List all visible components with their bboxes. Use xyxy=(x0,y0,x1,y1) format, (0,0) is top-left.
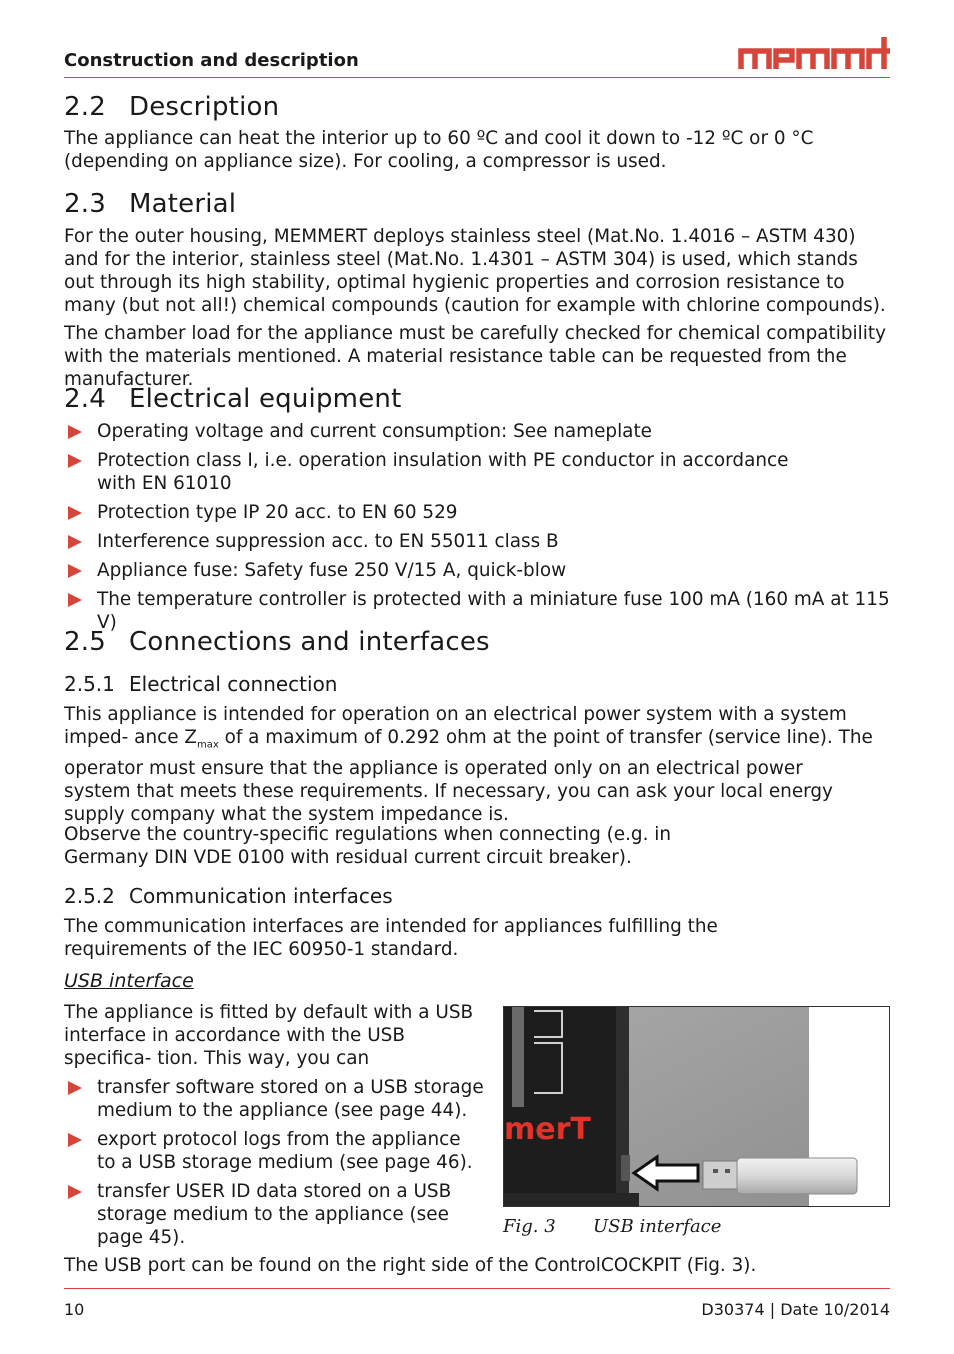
section-heading-connections: 2.5 Connections and interfaces xyxy=(64,627,490,657)
material-paragraph-2: The chamber load for the appliance must be carefully checked for chemical compatibility with the materials mentioned. A material resistance table can be requested from the manufacturer. xyxy=(64,323,886,390)
usb-interface-title: USB interface xyxy=(64,970,194,992)
bullet-arrow-icon xyxy=(68,454,82,468)
list-item: export protocol logs from the appliance to a USB storage medium (see page 46). xyxy=(64,1128,484,1174)
electrical-connection-paragraph-1: This appliance is intended for operation on an electrical power system with a system imped- ance $Z_{max}$ of a maximum of 0.292 ohm at the point of transfer (service line). The operator must ensure that the appliance is operated only on an electrical power system that meets these requirements. If necessary, you can ask your local energy supply company what the system impedance is. xyxy=(64,704,873,825)
section-heading-description: 2.2 Description xyxy=(64,92,280,122)
usb-port-location-paragraph: The USB port can be found on the right side of the ControlCOCKPIT (Fig. 3). xyxy=(64,1255,757,1276)
material-paragraph-1: For the outer housing, MEMMERT deploys stainless steel (Mat.No. 1.4016 – ASTM 430) and for the interior, stainless steel (Mat.No. 1.4301 – ASTM 304) is used, which stands out through its high stability, optimal hygienic properties and corrosion resistance to many (but not all!) chemical compounds (caution for example with chlorine compounds). xyxy=(64,226,886,316)
list-item: Protection type IP 20 acc. to EN 60 529 xyxy=(64,501,890,524)
bullet-arrow-icon xyxy=(68,425,82,439)
subsection-heading-communication-interfaces: 2.5.2 Communication interfaces xyxy=(64,884,393,908)
bullet-arrow-icon xyxy=(68,1133,82,1147)
subsection-heading-electrical-connection: 2.5.1 Electrical connection xyxy=(64,672,338,696)
electrical-equipment-list xyxy=(64,420,890,640)
list-item: Interference suppression acc. to EN 55011 class B xyxy=(64,530,890,553)
document-reference: D30374 | Date 10/2014 xyxy=(701,1300,890,1319)
bullet-arrow-icon xyxy=(68,506,82,520)
communication-interfaces-paragraph: The communication interfaces are intended for appliances fulfilling the requirements of the IEC 60950-1 standard. xyxy=(64,916,718,960)
usb-capabilities-list xyxy=(64,1076,484,1255)
list-item: Protection class I, i.e. operation insulation with PE conductor in accordance with EN 61010 xyxy=(64,449,890,495)
bullet-arrow-icon xyxy=(68,1081,82,1095)
panel-brand-text: merT xyxy=(504,1112,591,1147)
bullet-arrow-icon xyxy=(68,535,82,549)
usb-interface-photo xyxy=(503,1006,890,1207)
usb-paragraph: The appliance is fitted by default with a USB interface in accordance with the USB specifica- tion. This way, you can xyxy=(64,1002,474,1069)
bullet-arrow-icon xyxy=(68,593,82,607)
section-heading-electrical-equipment: 2.4 Electrical equipment xyxy=(64,384,402,414)
list-item: Operating voltage and current consumption: See nameplate xyxy=(64,420,890,443)
list-item: transfer software stored on a USB storage medium to the appliance (see page 44). xyxy=(64,1076,484,1122)
memmert-logo xyxy=(738,34,890,76)
running-header: Construction and description xyxy=(64,50,359,71)
list-item: The temperature controller is protected with a miniature fuse 100 mA (160 mA at 115 V) xyxy=(64,588,890,634)
electrical-connection-paragraph-2: Observe the country-specific regulations when connecting (e.g. in Germany DIN VDE 0100 with residual current circuit breaker). xyxy=(64,824,672,868)
footer-rule xyxy=(64,1288,890,1289)
section-heading-material: 2.3 Material xyxy=(64,189,237,219)
header-rule xyxy=(64,77,890,78)
bullet-arrow-icon xyxy=(68,564,82,578)
figure-caption: Fig. 3 USB interface xyxy=(503,1216,722,1237)
description-paragraph: The appliance can heat the interior up to 60 ºC and cool it down to -12 ºC or 0 °C (depending on appliance size). For cooling, a compressor is used. xyxy=(64,128,814,172)
page-number: 10 xyxy=(64,1300,85,1319)
list-item: Appliance fuse: Safety fuse 250 V/15 A, quick-blow xyxy=(64,559,890,582)
list-item: transfer USER ID data stored on a USB storage medium to the appliance (see page 45). xyxy=(64,1180,484,1249)
bullet-arrow-icon xyxy=(68,1185,82,1199)
